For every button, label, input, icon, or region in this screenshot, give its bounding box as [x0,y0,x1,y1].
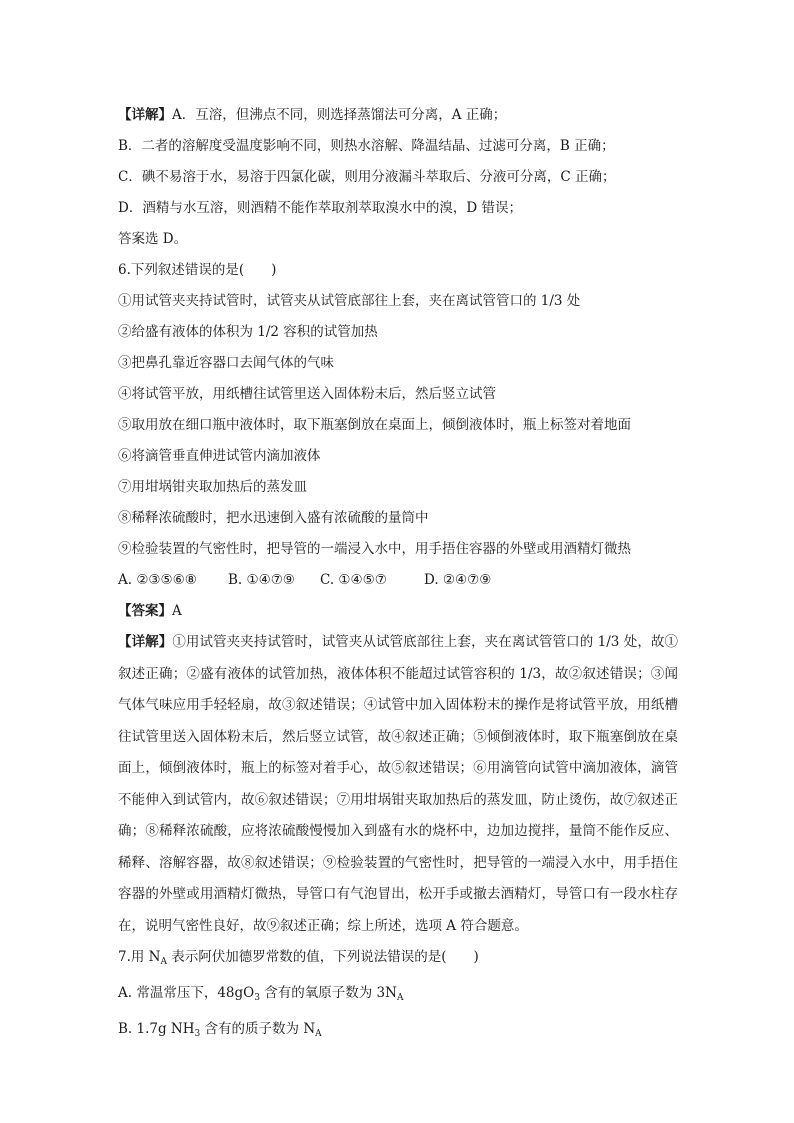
q6-option-a: A. ②③⑤⑥⑧ [118,572,197,588]
q6-statement-8: ⑧稀释浓硫酸时，把水迅速倒入盛有浓硫酸的量筒中 [118,510,429,526]
q6-options [118,565,678,596]
q6-detail-text: ①用试管夹夹持试管时，试管夹从试管底部往上套，夹在离试管管口的 1/3 处，故①叙述正确；②盛有液体的试管加热，液体体积不能超过试管容积的 1/3，故②叙述错误；③闻气体气味应用手轻轻扇，故③叙述错误；④试管中加入固体粉末的操作是将试管平放，用纸槽往试管里送入固体粉末后，然后竖立试管，故④叙述正确；⑤倾倒液体时，取下瓶塞倒放在桌面上，倾倒液体时，瓶上的标签对着手心，故⑤叙述错误；⑥用滴管向试管中滴加液体，滴管不能伸入到试管内，故⑥叙述错误；⑦用坩埚钳夹取加热后的蒸发皿，防止烫伤，故⑦叙述正确；⑧稀释浓硫酸，应将浓硫酸慢慢加入到盛有水的烧杯中，边加边搅拌，量筒不能作反应、稀释、溶解容器，故⑧叙述错误；⑨检验装置的气密性时，把导管的一端浸入水中，用手捂住容器的外壁或用酒精灯微热，导管口有气泡冒出，松开手或撤去酒精灯，导管口有一段水柱存在，说明气密性良好，故⑨叙述正确；综上所述，选项 A 符合题意。 [118,634,679,934]
q5-detail-a: A．互溶，但沸点不同，则选择蒸馏法可分离，A 正确； [172,107,507,123]
q5-detail-line-d: D．酒精与水互溶，则酒精不能作萃取剂萃取溴水中的溴，D 错误； [118,200,522,216]
q6-answer [118,596,678,627]
q6-option-c: C. ①④⑤⑦ [320,572,387,588]
q6-statement-3: ③把鼻孔靠近容器口去闻气体的气味 [118,355,334,371]
q7-stem [118,942,678,978]
q6-statement-4: ④将试管平放，用纸槽往试管里送入固体粉末后，然后竖立试管 [118,386,496,402]
q7-a-pre: A. 常温常压下，48gO [118,985,255,1001]
q6-answer-value: A [172,603,182,619]
detail-tag: 【详解】 [118,107,172,123]
answer-tag: 【答案】 [118,603,172,619]
q7-b-mid: 含有的质子数为 N [200,1021,316,1037]
q6-statement-7: ⑦用坩埚钳夹取加热后的蒸发皿 [118,479,307,495]
q6-statement-5: ⑤取用放在细口瓶中液体时，取下瓶塞倒放在桌面上，倾倒液体时，瓶上标签对着地面 [118,417,631,433]
q6-statement-6: ⑥将滴管垂直伸进试管内滴加液体 [118,448,321,464]
q6-option-b: B. ①④⑦⑨ [228,572,295,588]
q7-b-sub1: 3 [194,1029,201,1039]
q5-detail-line-b: B．二者的溶解度受温度影响不同，则热水溶解、降温结晶、过滤可分离，B 正确； [118,138,615,154]
q5-detail-line-a [118,100,678,131]
q6-detail [118,627,678,942]
q5-conclusion: 答案选 D。 [118,231,188,247]
q7-stem-pre: 7.用 N [118,949,161,965]
q6-stem: 6.下列叙述错误的是( ) [118,262,277,278]
q7-b-sub2: A [315,1029,322,1039]
q6-statement-2: ②给盛有液体的体积为 1/2 容积的试管加热 [118,324,378,340]
q6-statement-1: ①用试管夹夹持试管时，试管夹从试管底部往上套，夹在离试管管口的 1/3 处 [118,293,581,309]
q7-a-sub1: 3 [254,993,260,1003]
q6-statement-9: ⑨检验装置的气密性时，把导管的一端浸入水中，用手捂住容器的外壁或用酒精灯微热 [118,541,631,557]
q7-option-b [118,1014,678,1050]
q5-detail-line-c: C．碘不易溶于水，易溶于四氯化碳，则用分液漏斗萃取后、分液可分离，C 正确； [118,169,616,185]
q7-stem-sub: A [160,957,167,967]
q7-stem-post: 表示阿伏加德罗常数的值，下列说法错误的是( ) [166,949,479,965]
q6-option-d: D. ②④⑦⑨ [424,572,492,588]
document-page [118,100,678,1050]
q7-option-a [118,978,678,1014]
detail-tag: 【详解】 [118,634,173,650]
q7-b-pre: B. 1.7g NH [118,1021,195,1037]
q7-a-mid: 含有的氧原子数为 3N [259,985,397,1001]
q7-a-sub2: A [396,993,404,1003]
